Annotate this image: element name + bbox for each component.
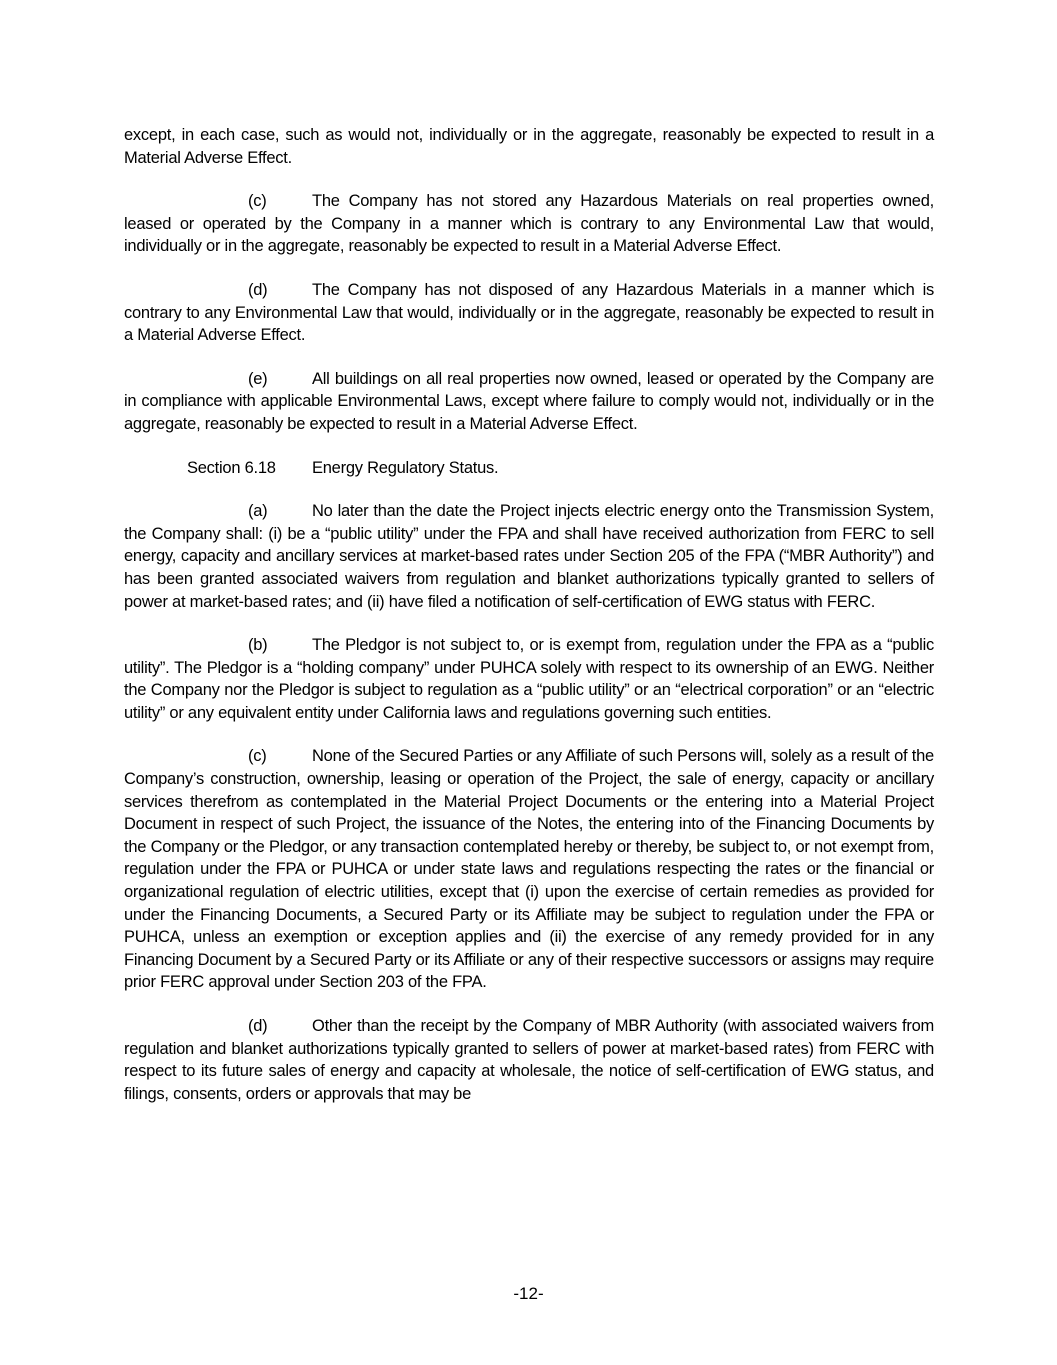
- page-number: -12-: [513, 1284, 544, 1303]
- paragraph-continuation: [124, 124, 934, 169]
- paragraph-text: The Company has not disposed of any Hazardous Materials in a manner which is contrary to any Environmental Law that would, individually or in the aggregate, reasonably be expected to result in a Material Adverse Effect.: [124, 280, 934, 345]
- paragraph-label: (d): [248, 280, 268, 299]
- paragraph-c-secured-parties: [124, 745, 934, 994]
- paragraph-text: None of the Secured Parties or any Affiliate of such Persons will, solely as a result of the Company’s construction, ownership, leasing or operation of the Project, the sale of energy, capacity or ancillary services therefrom as contemplated in the Material Project Documents or the entering into a Material Project Document in respect of such Project, the issuance of the Notes, the entering into of the Financing Documents by the Company or the Pledgor, or any transaction contemplated hereby or thereby, be subject to, or not exempt from, regulation under the FPA or PUHCA or under state laws and regulations respecting the rates or the financial or organizational regulation of electric utilities, except that (i) upon the exercise of certain remedies as provided for under the Financing Documents, a Secured Party or its Affiliate may be subject to regulation under the FPA or PUHCA, unless an exemption or exception applies and (ii) the exercise of any remedy provided for in any Financing Document by a Secured Party or its Affiliate or any of their respective successors or assigns may require prior FERC approval under Section 203 of the FPA.: [124, 747, 934, 992]
- paragraph-text: The Company has not stored any Hazardous Materials on real properties owned, leased or operated by the Company in a manner which is contrary to any Environmental Law that would, individually or in the aggregate, reasonably be expected to result in a Material Adverse Effect.: [124, 192, 934, 256]
- paragraph-text: The Pledgor is not subject to, or is exempt from, regulation under the FPA as a “public utility”. The Pledgor is a “holding company” under PUHCA solely with respect to its ownership of an EWG. Neither the Company nor the Pledgor is subject to regulation as a “public utility” or an “electrical corporation” or an “electric utility” or any equivalent entity under California laws and regulations governing such entities.: [124, 636, 934, 722]
- paragraph-text: Other than the receipt by the Company of MBR Authority (with associated waivers from regulation and blanket authorizations typically granted to sellers of power at market-based rates) from FERC with respect to its future sales of energy and capacity at wholesale, the notice of self-certification of EWG status, and filings, consents, orders or approvals that may be: [124, 1017, 934, 1103]
- section-heading: [124, 457, 934, 480]
- paragraph-label: (c): [248, 192, 267, 211]
- paragraph-label: (d): [248, 1017, 268, 1035]
- paragraph-e-buildings-compliance: [124, 368, 934, 436]
- paragraph-a-public-utility: [124, 500, 934, 613]
- paragraph-b-pledgor-status: [124, 634, 934, 724]
- paragraph-label: (b): [248, 636, 268, 655]
- section-number: Section 6.18: [187, 458, 276, 477]
- paragraph-label: (a): [248, 502, 268, 521]
- section-title: Energy Regulatory Status.: [312, 458, 499, 477]
- paragraph-d-mbr-authority: [124, 1015, 934, 1105]
- paragraph-label: (e): [248, 369, 268, 388]
- paragraph-text: except, in each case, such as would not, individually or in the aggregate, reasonably be expected to result in a Material Adverse Effect.: [124, 126, 934, 167]
- document-body: [124, 124, 934, 1126]
- paragraph-label: (c): [248, 747, 267, 766]
- paragraph-d-hazardous-disposal: [124, 279, 934, 347]
- paragraph-text: All buildings on all real properties now owned, leased or operated by the Company are in compliance with applicable Environmental Laws, except where failure to comply would not, individually or in the aggregate, reasonably be expected to result in a Material Adverse Effect.: [124, 369, 934, 433]
- paragraph-c-hazardous-storage: [124, 190, 934, 258]
- paragraph-text: No later than the date the Project injects electric energy onto the Transmission System, the Company shall: (i) be a “public utility” under the FPA and shall have received authorization from FERC to sell energy, capacity and ancillary services at market-based rates under Section 205 of the FPA (“MBR Authority”) and has been granted associated waivers from regulation and blanket authorizations typically granted to sellers of power at market-based rates; and (ii) have filed a notification of self-certification of EWG status with FERC.: [124, 502, 934, 611]
